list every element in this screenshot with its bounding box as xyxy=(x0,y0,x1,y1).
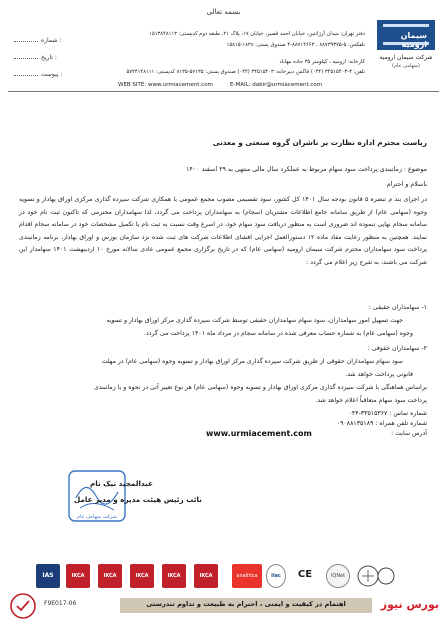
signatory-title: نائب رئیس هیئت مدیره و مدیر عامل xyxy=(74,495,202,504)
cert-logo-analitica: analitica xyxy=(232,564,262,588)
item1-title: ۱- سهامداران حقیقی : xyxy=(368,304,427,311)
item1-line1: جهت تسهیل امور سهامداران، سود سهام سهامداران حقیقی توسط شرکت سپرده گذاری مرکز اوراق بهادار و تسویه xyxy=(106,317,403,324)
item2-line2: قانونی پرداخت خواهد شد. xyxy=(345,371,413,378)
header-website[interactable]: WEB SITE: www.urmiacement.com xyxy=(118,82,213,88)
quality-badge-icon xyxy=(8,591,38,621)
watermark: بورس نیوز xyxy=(380,598,439,611)
closing-line2: پرداخت سود سهام متعاقباً اعلام خواهد شد. xyxy=(315,397,427,404)
office-address: دفتر تهران: میدان آرژانتین، خیابان احمد قصیر، خیابان ۱۷، پلاک ۲۱، طبقه دوم کدپستی: ۱۵۱۳۸۴۸۱۱۳ xyxy=(149,31,365,37)
contact-phone: شماره تماس : ۳۳۵۱۵۳۶۷-۰۴۴ xyxy=(348,410,427,417)
footer-slogan: اهتمام در کیفیت و ایمنی ، احترام به طبیعت و تداوم تندرستی xyxy=(146,600,346,608)
greeting: باسلام و احترام xyxy=(386,181,427,188)
item2-title: ۲- سهامداران حقوقی : xyxy=(367,345,427,352)
document-code: F9E017-06 xyxy=(44,600,77,607)
cert-logo-iqnet: IQNet xyxy=(326,564,350,588)
bismillah: بسمه تعالی xyxy=(206,8,241,16)
contact-mobile: شماره تلفن همراه : ۰۹۰۸۸۱۳۵۱۸۹ xyxy=(336,420,427,427)
cert-logo-ce: CE xyxy=(294,564,316,588)
item2-line1: سود سهام سهامداران حقوقی از طریق شرکت سپرده گذاری مرکز اوراق بهادار و تسویه وجوه (سهامی عام) در مهلت xyxy=(101,358,403,365)
website-label: آدرس سایت : xyxy=(391,430,427,437)
closing-line1: براساس هماهنگی با شرکت سپرده گذاری مرکزی اوراق بهادار و تسویه وجوه (سهامی عام) هر نوع تغییر آتی در نحوه و یا زمانبندی xyxy=(94,384,427,391)
cert-logo-ikca: IKCA xyxy=(98,564,122,588)
cert-logo-ias: IAS xyxy=(36,564,60,588)
cert-logo-ilac: ilac xyxy=(266,564,286,588)
stamp-text: شرکت سهامی عام xyxy=(77,514,117,520)
logo-wordmark: سیمان ارومیه xyxy=(400,31,427,49)
body-paragraph: در اجرای بند م تبصره ۵ قانون بودجه سال ۱۴۰۱ کل کشور، سود تقسیمی مصوب مجمع عمومی با همکاری شرکت سپرده گذاری مرکزی اوراق بهادار و تسویه وجوه (سهامی عام) از طریق سامانه جامع اطلاعات مشتریان (سجام) به سهامداران پرداخت می گردد، لذا سهامداران محترمی که تاکنون ثبت نام خود در سامانه سجام نهایی ننموده اند ضروری است به منظور دریافت سود سهام خود، در اسرع وقت نسبت به ثبت نام یا تکمیل مشخصات خود در سامانه سجام اقدام نمایند. همچنین به منظور رعایت مفاد ماده ۱۲ دستورالعمل اجرایی افشای اطلاعات شرکت های ثبت شده نزد سازمان بورس و اوراق بهادار، برنامه زمانبندی پرداخت سود سهامداران محترم شرکت سیمان ارومیه (سهامی عام) که در تاریخ برگزاری مجمع عمومی عادی سالانه مورخ ۱۰ اردیبهشت ۱۴۰۱ سهامدار این شرکت می باشند، به شرح زیر اعلام می گردد : xyxy=(19,196,428,266)
website-link[interactable]: www.urmiacement.com xyxy=(206,429,312,438)
recipient: ریاست محترم اداره نظارت بر ناشران گروه صنعتی و معدنی xyxy=(212,138,427,147)
header-divider xyxy=(8,91,439,92)
factory-phone: تلفن: ۳-۳۴۵۱۵۴۰۳ (۰۴۴) فاکس دبیرخانه: ۳۴۵۱۵۴۰۳ (۰۴۴) صندوق پستی: ۵۷۱۳۵-۸۱۳۵ کدپستی: ۵۷۲۴۱۴۸۱۱۱ xyxy=(126,69,365,75)
company-name: شرکت سیمان ارومیه xyxy=(379,54,433,61)
office-phone: تلفکس: ۵-۸۸۷۳۹۳۷۵ ، ۸۸۷۱۴۶۶۳-۴ صندوق پستی: ۱۸۳۸-۱۵۸۱۵ xyxy=(226,42,365,48)
cert-logo-ikca: IKCA xyxy=(162,564,186,588)
cert-logo-ikca: IKCA xyxy=(194,564,218,588)
company-type: (سهامی عام) xyxy=(392,63,420,69)
header-contact-line xyxy=(118,82,323,88)
header-email[interactable]: E-MAIL: dabir@urmiacement.com xyxy=(230,82,323,88)
letter-date-field xyxy=(14,54,57,61)
letter-date-label: : تاریخ xyxy=(41,54,57,61)
letter-attachment-field xyxy=(14,71,62,78)
cert-logo-ikca: IKCA xyxy=(130,564,154,588)
cert-logo-ikca: IKCA xyxy=(66,564,90,588)
certification-logos xyxy=(26,564,406,592)
subject: موضوع : زمانبندی پرداخت سود سهام مربوط به عملکرد سال مالی منتهی به ۲۹ اسفند ۱۴۰۰ xyxy=(186,166,427,173)
letter-number-field xyxy=(14,37,61,44)
letter-attachment-label: : پیوست xyxy=(41,71,63,78)
company-logo xyxy=(373,16,439,74)
item1-line2: وجوه (سهامی عام) به شماره حساب معرفی شده در سامانه سجام در مرداد ماه ۱۴۰۱ پرداخت می گردد. xyxy=(143,330,413,337)
factory-address: کارخانه: ارومیه ، کیلومتر ۳۵ جاده مهاباد xyxy=(279,59,365,65)
logo-mark-icon xyxy=(377,20,435,50)
iso-emblem-icon xyxy=(356,564,396,588)
letter-number-label: : شماره xyxy=(41,37,62,44)
signatory-name: عبدالمجید نیک نام xyxy=(90,479,153,488)
